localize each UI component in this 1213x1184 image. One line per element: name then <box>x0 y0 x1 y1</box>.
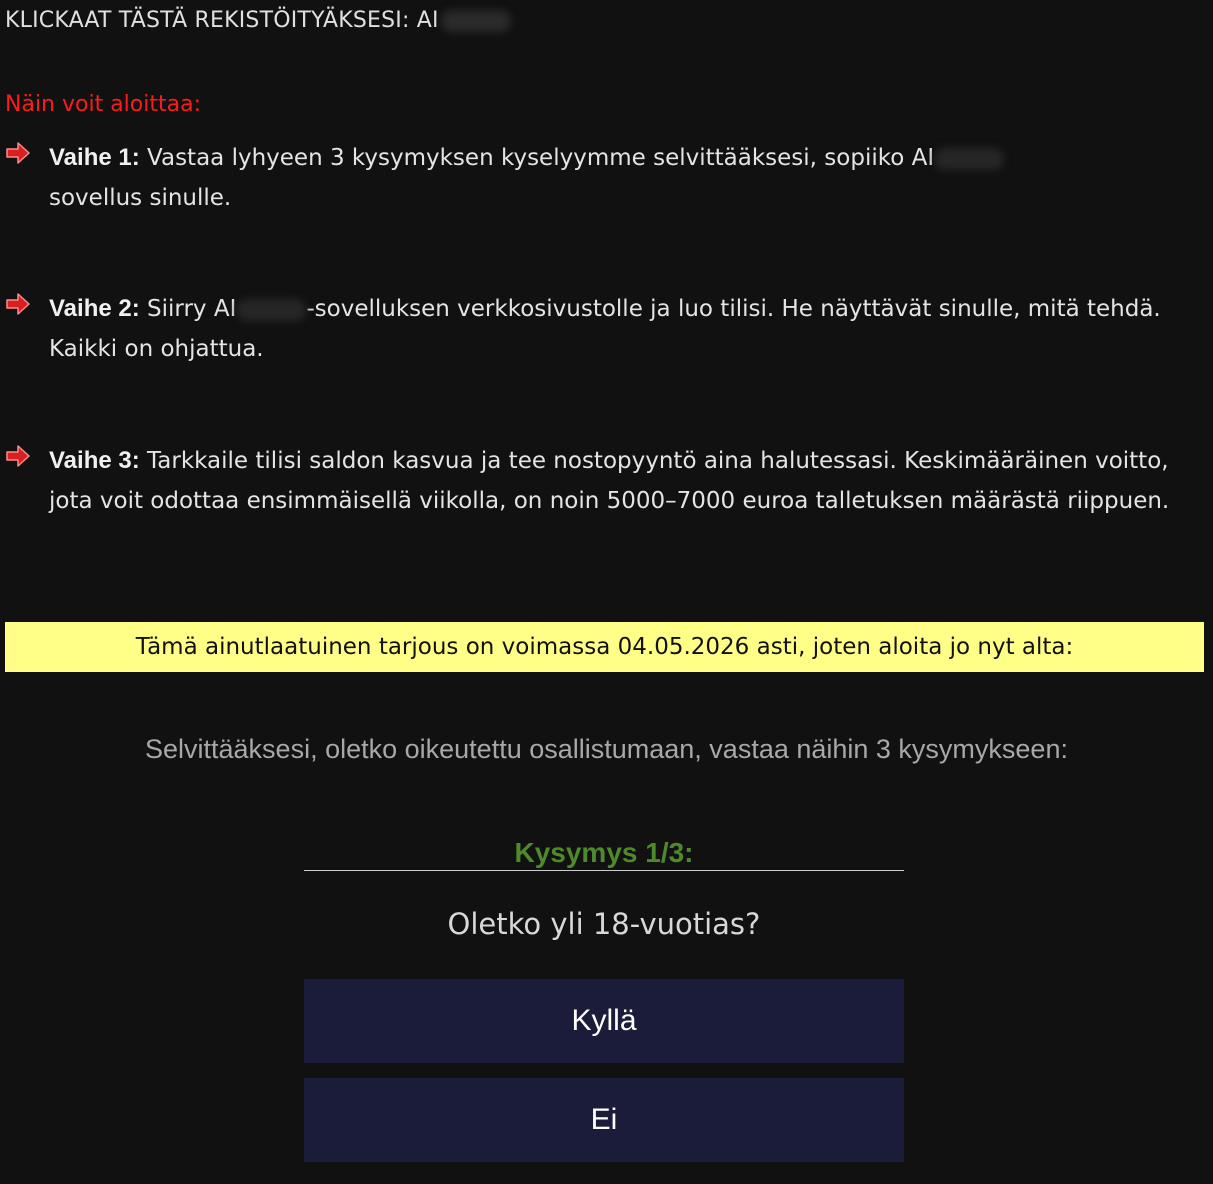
quiz-panel <box>304 836 904 1162</box>
step-3-label: Vaihe 3: <box>49 447 140 474</box>
red-arrow-right-icon <box>5 444 31 468</box>
step-2-body-continued: -sovelluksen verkkosivustolle ja luo tilisi. He näyttävät sinulle, mitä tehdä. Kaikki on ohjattua. <box>49 296 1161 362</box>
intro-title: Näin voit aloittaa: <box>5 92 201 117</box>
answer-no-button[interactable]: Ei <box>304 1078 904 1162</box>
redacted-brand-name <box>441 10 511 32</box>
step-2-label: Vaihe 2: <box>49 295 140 322</box>
step-3-text <box>49 441 1185 521</box>
step-1-text <box>49 138 1004 218</box>
question-text: Oletko yli 18-vuotias? <box>447 907 761 941</box>
answer-yes-button[interactable]: Kyllä <box>304 979 904 1063</box>
offer-banner: Tämä ainutlaatuinen tarjous on voimassa 04.05.2026 asti, joten aloita jo nyt alta: <box>5 622 1204 672</box>
step-3-body: Tarkkaile tilisi saldon kasvua ja tee nostopyyntö aina halutessasi. Keskimääräinen voitto, jota voit odottaa ensimmäisellä viikolla, on noin 5000–7000 euroa talletuksen määrästä riippuen. <box>49 448 1170 514</box>
red-arrow-right-icon <box>5 292 31 316</box>
step-3 <box>5 441 1185 521</box>
step-2-body: Siirry AI <box>139 296 237 322</box>
red-arrow-right-icon <box>5 141 31 165</box>
step-1-body: Vastaa lyhyeen 3 kysymyksen kyselyymme selvittääksesi, sopiiko AI <box>139 145 935 171</box>
step-1 <box>5 138 1185 218</box>
step-1-label: Vaihe 1: <box>49 144 140 171</box>
step-2 <box>5 289 1185 369</box>
step-1-body-continued: sovellus sinulle. <box>49 185 232 211</box>
register-link-text: KLICKAAT TÄSTÄ REKISTÖITYÄKSESI: AI <box>5 8 439 33</box>
register-link[interactable] <box>5 8 511 33</box>
question-counter: Kysymys 1/3: <box>304 836 904 871</box>
redacted-brand-name <box>934 148 1004 170</box>
redacted-brand-name <box>236 299 306 321</box>
eligibility-text: Selvittääksesi, oletko oikeutettu osallistumaan, vastaa näihin 3 kysymykseen: <box>145 734 1068 764</box>
step-2-text <box>49 289 1185 369</box>
